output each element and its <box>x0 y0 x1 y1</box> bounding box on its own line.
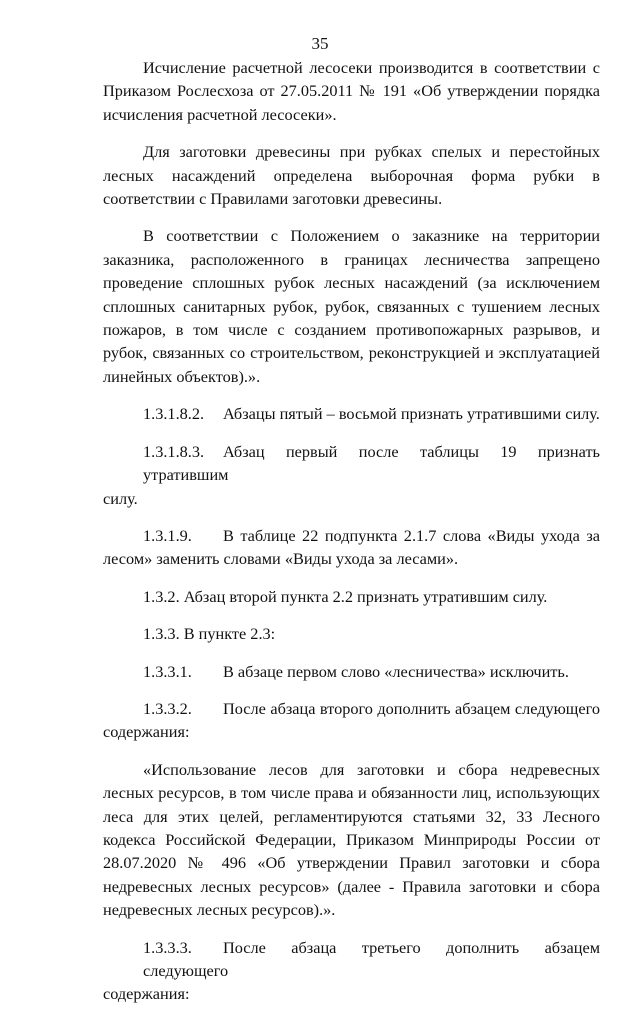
item-text: После абзаца третьего дополнить абзацем следующего <box>143 937 600 980</box>
paragraph-reserve-regulation: В соответствии с Положением о заказнике на территории заказника, расположенного в границах лесничества запрещено проведение сплошных рубок лесных насаждений (за исключением сплошных санитарных рубок, рубок, связанных с тушением лесных пожаров, в том числе с созданием противопожарных разрывов, и рубок, связанных со строительством, реконструкцией и эксплуатацией линейных объектов).». <box>103 226 600 386</box>
item-1-3-3-2 <box>103 697 600 744</box>
item-text-continuation: силу. <box>103 488 138 508</box>
item-text-continuation: содержания: <box>103 722 190 742</box>
item-1-3-1-8-3 <box>103 440 600 510</box>
item-text-continuation: лесом» заменить словами «Виды ухода за лесами». <box>103 549 459 569</box>
item-text: После абзаца второго дополнить абзацем следующего <box>223 698 600 718</box>
item-number: 1.3.3.1. <box>143 661 192 681</box>
item-1-3-1-8-2 <box>103 402 600 425</box>
paragraph-calculated-cutting-area: Исчисление расчетной лесосеки производится в соответствии с Приказом Рослесхоза от 27.05.2011 № 191 «Об утверждении порядка исчисления расчетной лесосеки». <box>103 58 600 124</box>
item-1-3-1-9 <box>103 524 600 571</box>
item-text: Абзац первый после таблицы 19 признать утратившим <box>143 441 600 485</box>
item-number: 1.3.3.3. <box>143 937 192 957</box>
item-text: В таблице 22 подпункта 2.1.7 слова «Виды ухода за <box>223 525 600 545</box>
item-1-3-3-1 <box>103 660 600 683</box>
page-number: 35 <box>311 34 329 53</box>
paragraph-selective-felling: Для заготовки древесины при рубках спелых и перестойных лесных насаждений определена выборочная форма рубки в соответствии с Правилами заготовки древесины. <box>103 142 600 209</box>
item-1-3-3: 1.3.3. В пункте 2.3: <box>143 624 276 644</box>
quoted-paragraph-non-timber-resources: «Использование лесов для заготовки и сбора недревесных лесных ресурсов, в том числе права и обязанности лиц, использующих леса для этих целей, регламентируются статьями 32, 33 Лесного кодекса Российской Федерации, Приказом Минприроды России от 28.07.2020 № 496 «Об утверждении Правил заготовки и сбора недревесных лесных ресурсов» (далее - Правила заготовки и сбора недревесных лесных ресурсов).». <box>103 759 600 920</box>
item-number: 1.3.1.8.2. <box>143 404 205 424</box>
item-number: 1.3.3.2. <box>143 698 192 718</box>
item-text: Абзацы пятый – восьмой признать утратившими силу. <box>223 404 600 424</box>
item-text-continuation: содержания: <box>103 984 190 1004</box>
document-body <box>103 56 600 1020</box>
item-1-3-2: 1.3.2. Абзац второй пункта 2.2 признать утратившим силу. <box>143 586 548 606</box>
item-number: 1.3.1.9. <box>143 525 192 545</box>
item-number: 1.3.1.8.3. <box>143 441 205 461</box>
item-text: В абзаце первом слово «лесничества» исключить. <box>223 661 569 681</box>
item-1-3-3-3 <box>103 936 600 1006</box>
